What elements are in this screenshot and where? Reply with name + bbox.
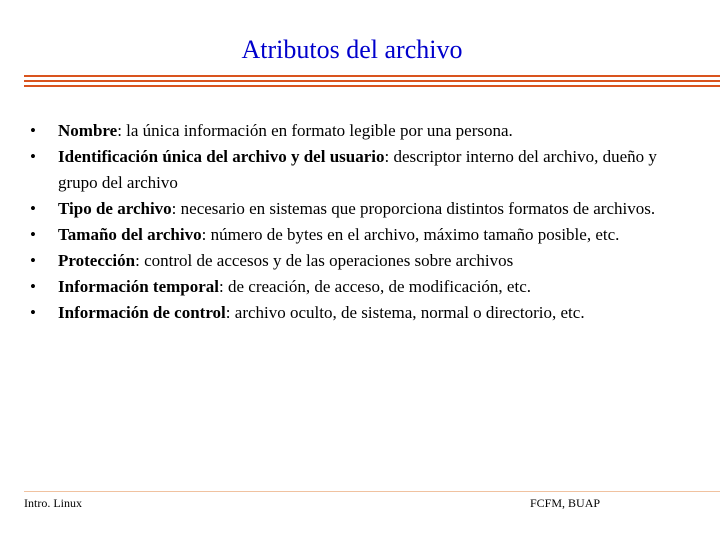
bullet-term: Protección bbox=[58, 251, 136, 270]
bullet-text: : archivo oculto, de sistema, normal o directorio, etc. bbox=[225, 303, 585, 322]
bullet-item bbox=[30, 118, 700, 144]
bullet-dot-icon: • bbox=[30, 303, 36, 322]
bullet-item bbox=[30, 300, 700, 326]
footer-course: Intro. Linux bbox=[24, 496, 82, 510]
footer-institution: FCFM, BUAP bbox=[530, 496, 601, 510]
bullet-term: Tipo de archivo bbox=[58, 199, 172, 218]
title-underline-rule bbox=[24, 75, 720, 77]
bullet-text: : número de bytes en el archivo, máximo tamaño posible, etc. bbox=[201, 225, 620, 244]
bullet-list bbox=[30, 118, 700, 326]
bullet-text: : descriptor interno del archivo, dueño y grupo del archivo bbox=[58, 147, 657, 192]
bullet-dot-icon: • bbox=[30, 225, 36, 244]
bullet-text: : la única información en formato legible por una persona. bbox=[117, 121, 513, 140]
bullet-term: Tamaño del archivo bbox=[58, 225, 202, 244]
title-underline-rule bbox=[24, 80, 720, 82]
bullet-dot-icon: • bbox=[30, 121, 36, 140]
bullet-dot-icon: • bbox=[30, 251, 36, 270]
footer-rule bbox=[24, 491, 720, 492]
slide-title: Atributos del archivo bbox=[241, 35, 463, 64]
bullet-item bbox=[30, 248, 700, 274]
bullet-item bbox=[30, 196, 700, 222]
title-underline-rule bbox=[24, 85, 720, 87]
bullet-term: Información de control bbox=[58, 303, 226, 322]
bullet-term: Información temporal bbox=[58, 277, 220, 296]
bullet-dot-icon: • bbox=[30, 277, 36, 296]
bullet-item bbox=[30, 222, 700, 248]
bullet-dot-icon: • bbox=[30, 147, 36, 166]
bullet-term: Nombre bbox=[58, 121, 118, 140]
bullet-text: : control de accesos y de las operaciones sobre archivos bbox=[135, 251, 514, 270]
bullet-item bbox=[30, 274, 700, 300]
bullet-item bbox=[30, 144, 700, 196]
bullet-term: Identificación única del archivo y del usuario bbox=[58, 147, 385, 166]
bullet-text: : necesario en sistemas que proporciona distintos formatos de archivos. bbox=[171, 199, 656, 218]
bullet-dot-icon: • bbox=[30, 199, 36, 218]
bullet-text: : de creación, de acceso, de modificación, etc. bbox=[219, 277, 531, 296]
